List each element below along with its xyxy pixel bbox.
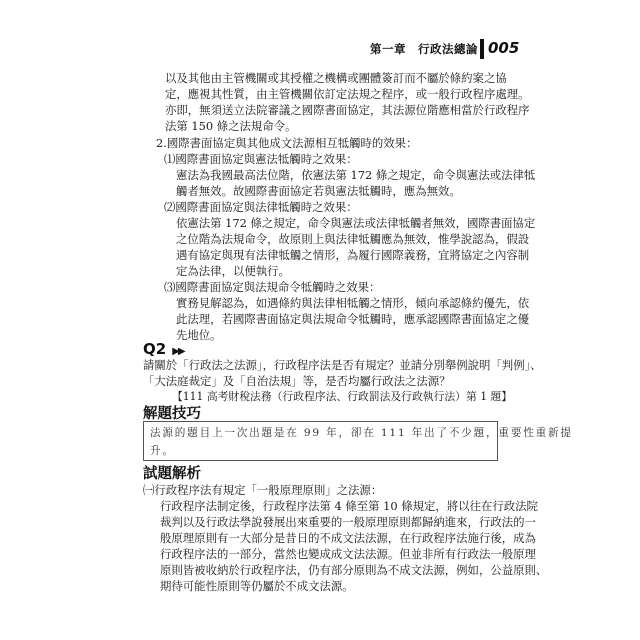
question-text: 「大法庭裁定」及「自治法規」等，是否均屬行政法之法源？ [143,374,451,388]
text-line: 憲法為我國最高法位階，依憲法第 172 條之規定，命令與憲法或法律牴 [176,168,536,182]
text-line: 此法理，若國際書面協定與法規命令牴觸時，應承認國際書面協定之優 [176,312,530,326]
question-label [143,340,184,358]
analysis-title: 試題解析 [143,466,201,482]
section-heading: 2.國際書面協定與其他成文法源相互牴觸時的效果： [156,136,418,150]
text-line: 法第 150 條之法規命令。 [165,119,297,133]
tips-text: 法源的題目上一次出題是在 99 年，卻在 111 年出了不少題，重要性重新提 [150,427,573,439]
text-line: 之位階為法規命令，故原則上與法律牴觸應為無效，惟學說認為，假設 [176,232,530,246]
item-heading: ⑴國際書面協定與憲法牴觸時之效果： [164,152,358,166]
text-line: 期待可能性原則等仍屬於不成文法源。 [160,579,354,593]
tips-box [143,421,573,461]
text-line: 裁判以及行政法學說發展出來重要的一般原理原則都歸納進來，行政法的一 [160,515,536,529]
page-number: 005 [488,39,520,57]
text-line: 實務見解認為，如遇條約與法律相牴觸之情形，傾向承認條約優先，依 [176,296,530,310]
text-line: 行政程序法的一部分，當然也變成成文法法源。但並非所有行政法一般原理 [160,547,536,561]
chapter-title: 第一章 行政法總論 [370,42,478,56]
tips-title: 解題技巧 [143,406,201,422]
text-line: 先地位。 [176,328,222,342]
question-source: 【111 高考財稅法務（行政程序法、行政罰法及行政執行法）第 1 題】 [172,390,513,403]
text-line: 行政程序法制定後，行政程序法第 4 條至第 10 條規定，將以往在行政法院 [160,499,538,513]
tips-text: 升。 [150,445,175,457]
item-heading: ⑶國際書面協定與法規命令牴觸時之效果： [164,280,381,294]
text-line: 般原理原則有一大部分是昔日的不成文法法源，在行政程序法施行後，成為 [160,531,536,545]
item-heading: ⑵國際書面協定與法律牴觸時之效果： [164,200,358,214]
text-line: 定為法律，以便執行。 [176,264,290,278]
text-line: 定，應視其性質，由主管機關依訂定法規之程序，或一般行政程序處理。 [165,87,530,101]
text-line: 觸者無效。故國際書面協定若與憲法牴觸時，應為無效。 [176,184,461,198]
text-line: 依憲法第 172 條之規定，命令與憲法或法律牴觸者無效，國際書面協定 [176,216,536,230]
question-number: Q2 [143,340,167,358]
text-line: 亦即，無須送立法院審議之國際書面協定，其法源位階應相當於行政程序 [165,103,530,117]
text-line: 以及其他由主管機關或其授權之機構或團體簽訂而不屬於條約案之協 [165,71,507,85]
running-header [0,37,640,61]
question-text: 請關於「行政法之法源」，行政程序法是否有規定？並請分別舉例說明「判例」、 [143,358,542,372]
double-arrow-icon: ▶▶ [172,346,184,357]
analysis-heading: ㈠行政程序法有規定「一般原理原則」之法源： [143,483,383,497]
text-line: 遇有協定與現有法律牴觸之情形，為履行國際義務，宜將協定之內容制 [176,248,530,262]
header-divider-bar [480,39,484,59]
text-line: 原則皆被收納於行政程序法，仍有部分原則為不成文法源，例如，公益原則、 [160,563,548,577]
